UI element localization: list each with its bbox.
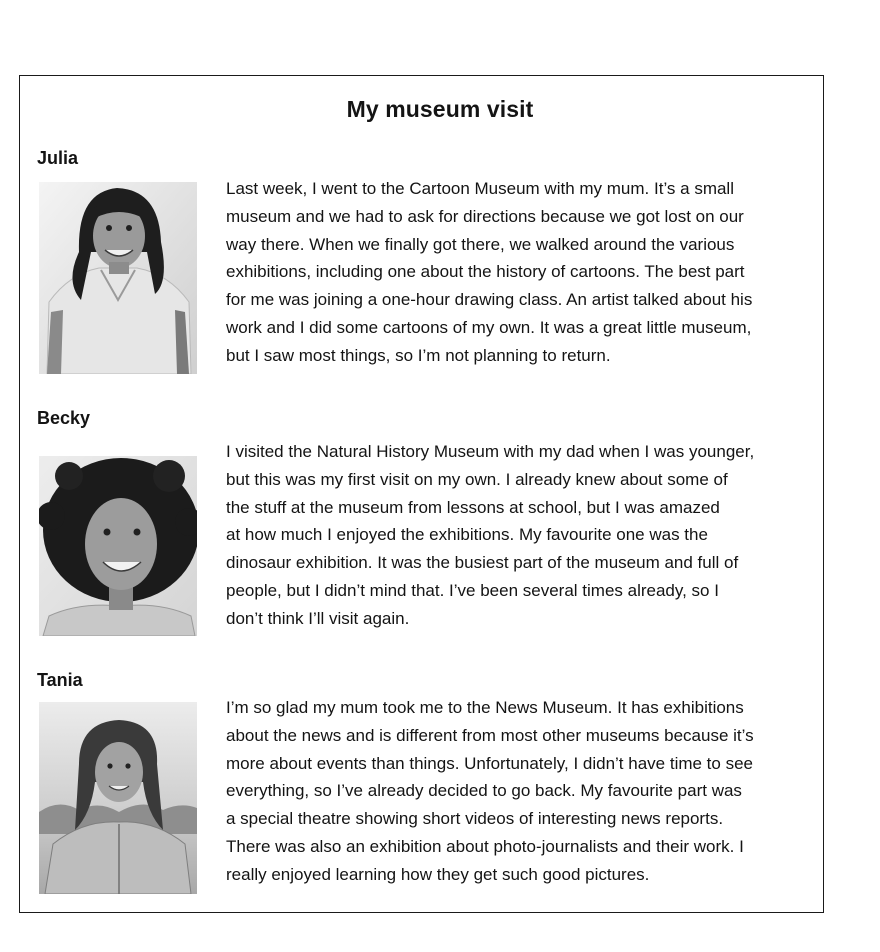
text-line: more about events than things. Unfortunately, I didn’t have time to see bbox=[226, 753, 753, 773]
entry-text-becky bbox=[226, 438, 816, 633]
photo-becky bbox=[39, 456, 197, 636]
text-line: really enjoyed learning how they get such good pictures. bbox=[226, 864, 650, 884]
text-line: work and I did some cartoons of my own. It was a great little museum, bbox=[226, 317, 752, 337]
text-line: Last week, I went to the Cartoon Museum with my mum. It’s a small bbox=[226, 179, 734, 198]
page-title: My museum visit bbox=[346, 96, 534, 122]
text-line: at how much I enjoyed the exhibitions. My favourite one was the bbox=[226, 525, 708, 545]
photo-julia bbox=[39, 182, 197, 374]
person-name-tania: Tania bbox=[37, 670, 83, 690]
text-line: way there. When we finally got there, we walked around the various bbox=[226, 234, 735, 254]
text-line: exhibitions, including one about the history of cartoons. The best part bbox=[226, 262, 745, 282]
text-line: don’t think I’ll visit again. bbox=[226, 608, 410, 628]
photo-tania bbox=[39, 702, 197, 894]
text-line: for me was joining a one-hour drawing class. An artist talked about his bbox=[226, 290, 753, 310]
text-line: museum and we had to ask for directions because we got lost on our bbox=[226, 206, 744, 226]
person-name-julia: Julia bbox=[37, 148, 79, 168]
text-line: people, but I didn’t mind that. I’ve been several times already, so I bbox=[226, 580, 719, 600]
text-line: dinosaur exhibition. It was the busiest part of the museum and full of bbox=[226, 553, 739, 573]
text-line: but this was my first visit on my own. I already knew about some of bbox=[226, 469, 728, 489]
text-line: the stuff at the museum from lessons at school, but I was amazed bbox=[226, 497, 720, 517]
text-line: but I saw most things, so I’m not planning to return. bbox=[226, 345, 611, 365]
person-name-becky: Becky bbox=[37, 408, 91, 428]
text-line: I visited the Natural History Museum with my dad when I was younger, bbox=[226, 442, 755, 461]
text-line: everything, so I’ve already decided to go back. My favourite part was bbox=[226, 781, 742, 801]
text-line: I’m so glad my mum took me to the News Museum. It has exhibitions bbox=[226, 698, 744, 717]
entry-text-julia bbox=[226, 175, 816, 370]
text-line: a special theatre showing short videos of interesting news reports. bbox=[226, 809, 724, 829]
entry-text-tania bbox=[226, 694, 816, 889]
text-line: about the news and is different from most other museums because it’s bbox=[226, 725, 754, 745]
text-line: There was also an exhibition about photo-journalists and their work. I bbox=[226, 836, 744, 856]
